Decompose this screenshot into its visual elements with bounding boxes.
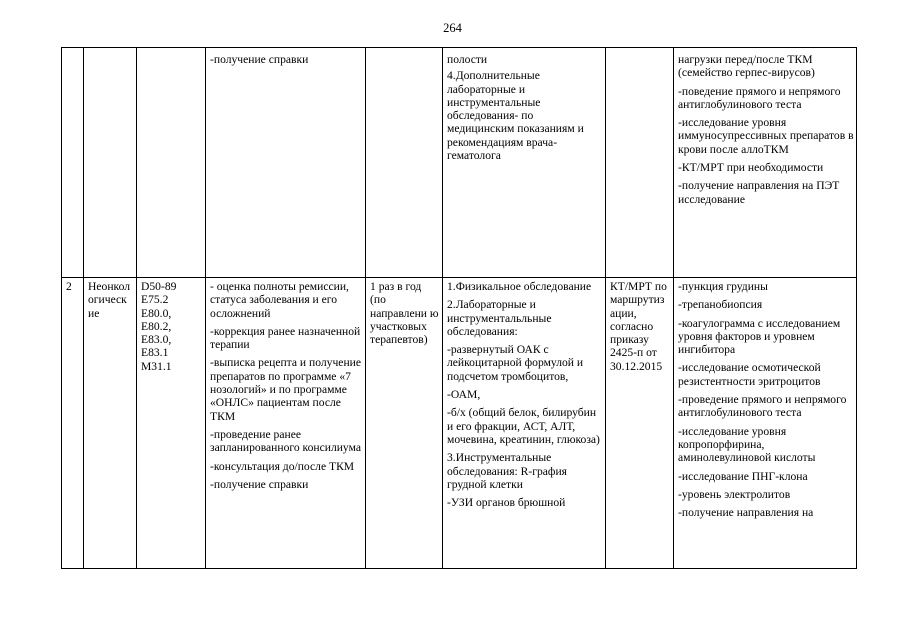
list-item: -ОАМ,: [447, 388, 481, 402]
list-item: -исследование уровня копропорфирина, аминолевулиновой кислоты: [678, 424, 816, 465]
cell-codes: [137, 278, 206, 569]
cell-additional: [674, 48, 857, 278]
list-item: -пункция грудины: [678, 280, 768, 293]
list-item: нагрузки перед/после ТКМ (семейство герпес-вирусов): [678, 53, 815, 80]
cell-examinations: [443, 278, 606, 569]
list-item: -развернутый ОАК с лейкоцитарной формулой и подсчетом тромбоцитов,: [447, 343, 584, 383]
cell-number: 2: [62, 278, 84, 569]
code-item: E80.0,: [141, 306, 172, 320]
cell-additional: [674, 278, 857, 569]
code-item: D50-89: [141, 280, 177, 293]
cell-goals: [206, 48, 366, 278]
cell-number: [62, 48, 84, 278]
cell-frequency: [366, 48, 443, 278]
list-item: -уровень электролитов: [678, 487, 791, 501]
table-row: [62, 48, 857, 278]
code-item: M31.1: [141, 359, 172, 373]
list-item: 4.Дополнительные лабораторные и инструментальные обследования- по медицинским показаниям и рекомендациям врача-гематолога: [447, 69, 584, 163]
code-item: E83.1: [141, 346, 169, 360]
cell-routing: КТ/МРТ по маршрутиз ации, согласно приказу 2425-п от 30.12.2015: [606, 278, 674, 569]
list-item: -коагулограмма с исследованием уровня факторов и уровнем ингибитора: [678, 316, 841, 357]
list-item: 3.Инструментальные обследования: R-графия грудной клетки: [447, 451, 567, 491]
code-item: E80.2,: [141, 319, 172, 333]
list-item: -УЗИ органов брюшной: [447, 496, 566, 510]
list-item: -КТ/МРТ при необходимости: [678, 161, 824, 175]
list-item: -исследование осмотической резистентности эритроцитов: [678, 361, 821, 388]
page-number: 264: [443, 21, 462, 35]
table-row: [62, 278, 857, 569]
list-item: 2.Лабораторные и инструментальльные обследования:: [447, 298, 552, 338]
list-item: полости: [447, 53, 488, 66]
medical-table: [61, 47, 857, 569]
list-item: -получение справки: [210, 477, 309, 491]
cell-frequency: 1 раз в год (по направлени ю участковых терапевтов): [366, 278, 443, 569]
list-item: - оценка полноты ремиссии, статуса заболевания и его осложнений: [210, 280, 349, 320]
code-item: E75.2: [141, 293, 169, 307]
cell-codes: [137, 48, 206, 278]
list-item: -получение направления на: [678, 506, 814, 520]
list-item: -получение направления на ПЭТ исследование: [678, 179, 840, 206]
list-item: -проведение прямого и непрямого антиглобулинового теста: [678, 393, 847, 420]
cell-routing: [606, 48, 674, 278]
list-item: -консультация до/после ТКМ: [210, 459, 355, 473]
list-item: -коррекция ранее назначенной терапии: [210, 324, 361, 352]
list-item: 1.Физикальное обследование: [447, 280, 592, 293]
list-item: -проведение ранее запланированного консилиума: [210, 427, 361, 455]
cell-goals: [206, 278, 366, 569]
cell-nosology: [84, 48, 137, 278]
list-item: -трепанобиопсия: [678, 298, 763, 312]
cell-nosology: Неонкол огическ ие: [84, 278, 137, 569]
list-item: -поведение прямого и непрямого антиглобулинового теста: [678, 84, 841, 111]
list-item: -исследование ПНГ-клона: [678, 469, 808, 483]
list-item: -получение справки: [210, 53, 309, 66]
cell-examinations: [443, 48, 606, 278]
list-item: -исследование уровня иммуносупрессивных препаратов в крови после аллоТКМ: [678, 116, 854, 156]
list-item: -выписка рецепта и получение препаратов по программе «7 нозологий» и по программе «ОНЛС» пациентам после ТКМ: [210, 356, 361, 423]
list-item: -б/х (общий белок, билирубин и его фракции, АСТ, АЛТ, мочевина, креатинин, глюкоза): [447, 406, 600, 446]
code-item: E83.0,: [141, 333, 172, 347]
